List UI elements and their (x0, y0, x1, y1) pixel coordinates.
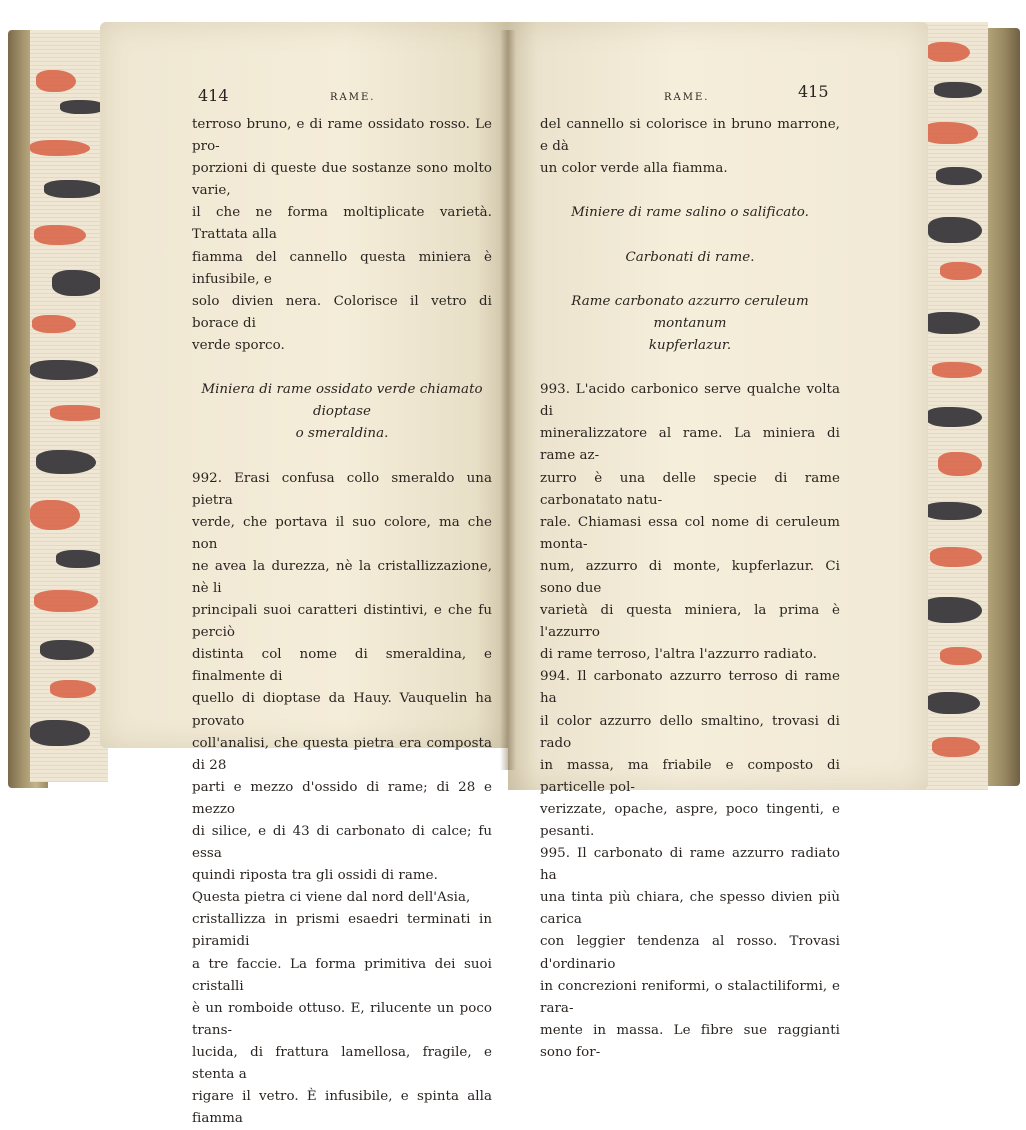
text-line: fiamma del cannello questa miniera è infusibile, e (192, 249, 492, 287)
page-text (192, 114, 492, 1130)
text-line (540, 357, 840, 379)
section-heading: o smeraldina. (295, 426, 389, 442)
right-page (508, 22, 928, 1060)
text-line: distinta col nome di smeraldina, e finalmente di (192, 647, 492, 685)
text-line: 992. Erasi confusa collo smeraldo una pietra (192, 470, 492, 508)
page-number: 415 (798, 82, 829, 101)
text-line: parti e mezzo d'ossido di rame; di 28 e mezzo (192, 779, 492, 817)
text-line: rale. Chiamasi essa col nome di ceruleum monta- (540, 514, 840, 552)
text-line: mente in massa. Le fibre sue raggianti sono for- (540, 1022, 840, 1060)
text-line: quindi riposta tra gli ossidi di rame. (192, 868, 438, 884)
text-line: num, azzurro di monte, kupferlazur. Ci sono due (540, 558, 840, 596)
marbled-edge-left (30, 30, 108, 782)
section-heading: Rame carbonato azzurro ceruleum montanum (571, 293, 809, 331)
text-line: lucida, di frattura lamellosa, fragile, e stenta a (192, 1044, 492, 1083)
text-line: ne avea la durezza, nè la cristallizzazione, nè li (192, 558, 492, 596)
text-line (540, 180, 840, 202)
text-line: il che ne forma moltiplicate varietà. Trattata alla (192, 205, 492, 243)
text-line: un color verde alla fiamma. (540, 161, 728, 177)
text-line: 994. Il carbonato azzurro terroso di rame ha (540, 669, 840, 707)
running-head: RAME. (664, 92, 710, 103)
text-line: porzioni di queste due sostanze sono molto varie, (192, 161, 492, 199)
text-line: verizzate, opache, aspre, poco tingenti, e pesanti. (540, 801, 840, 839)
marbled-edge-right (922, 22, 988, 790)
page-number: 414 (198, 86, 229, 105)
text-line: zurro è una delle specie di rame carbonatato natu- (540, 470, 840, 508)
text-line: 995. Il carbonato di rame azzurro radiato ha (540, 846, 840, 884)
text-line: a tre faccie. La forma primitiva dei suoi cristalli (192, 956, 492, 994)
text-line: terroso bruno, e di rame ossidato rosso. Le pro- (192, 117, 492, 155)
text-line: verde, che portava il suo colore, ma che non (192, 514, 492, 552)
text-line: principali suoi caratteri distintivi, e che fu perciò (192, 603, 492, 641)
section-heading: Carbonati di rame. (625, 249, 755, 265)
text-line (192, 445, 492, 467)
text-line: di rame terroso, l'altra l'azzurro radiato. (540, 647, 817, 663)
text-line: coll'analisi, che questa pietra era composta di 28 (192, 735, 492, 773)
book-gutter (500, 30, 516, 770)
text-line: varietà di questa miniera, la prima è l'azzurro (540, 603, 840, 641)
text-line: in massa, ma friabile e composto di particelle pol- (540, 757, 840, 795)
text-line: verde sporco. (192, 337, 285, 353)
book-cover-right (986, 28, 1020, 786)
text-line: Questa pietra ci viene dal nord dell'Asia, (192, 890, 471, 906)
section-heading: Miniere di rame salino o salificato. (571, 205, 809, 221)
text-line: è un romboide ottuso. E, rilucente un poco trans- (192, 1000, 492, 1038)
text-line: 993. L'acido carbonico serve qualche volta di (540, 382, 840, 420)
text-line (540, 224, 840, 246)
running-head: RAME. (330, 92, 376, 103)
text-line: mineralizzatore al rame. La miniera di rame az- (540, 426, 840, 464)
text-line: cristallizza in prismi esaedri terminati in piramidi (192, 912, 492, 950)
text-line: rigare il vetro. È infusibile, e spinta alla fiamma (192, 1089, 492, 1127)
text-line: il color azzurro dello smaltino, trovasi di rado (540, 713, 840, 751)
text-line: quello di dioptase da Hauy. Vauquelin ha provato (192, 691, 492, 729)
section-heading: kupferlazur. (648, 337, 732, 353)
text-line: con leggier tendenza al rosso. Trovasi d'ordinario (540, 934, 840, 972)
text-line: solo divien nera. Colorisce il vetro di borace di (192, 293, 492, 331)
text-line: del cannello si colorisce in bruno marrone, e dà (540, 117, 840, 155)
page-text (540, 114, 840, 1064)
section-heading: Miniera di rame ossidato verde chiamato dioptase (201, 382, 483, 420)
text-line (192, 357, 492, 379)
text-line (540, 269, 840, 291)
text-line: di silice, e di 43 di carbonato di calce; fu essa (192, 824, 492, 862)
text-line: una tinta più chiara, che spesso divien più carica (540, 890, 840, 928)
text-line: in concrezioni reniformi, o stalactiliformi, e rara- (540, 978, 840, 1016)
left-page (100, 22, 508, 1127)
